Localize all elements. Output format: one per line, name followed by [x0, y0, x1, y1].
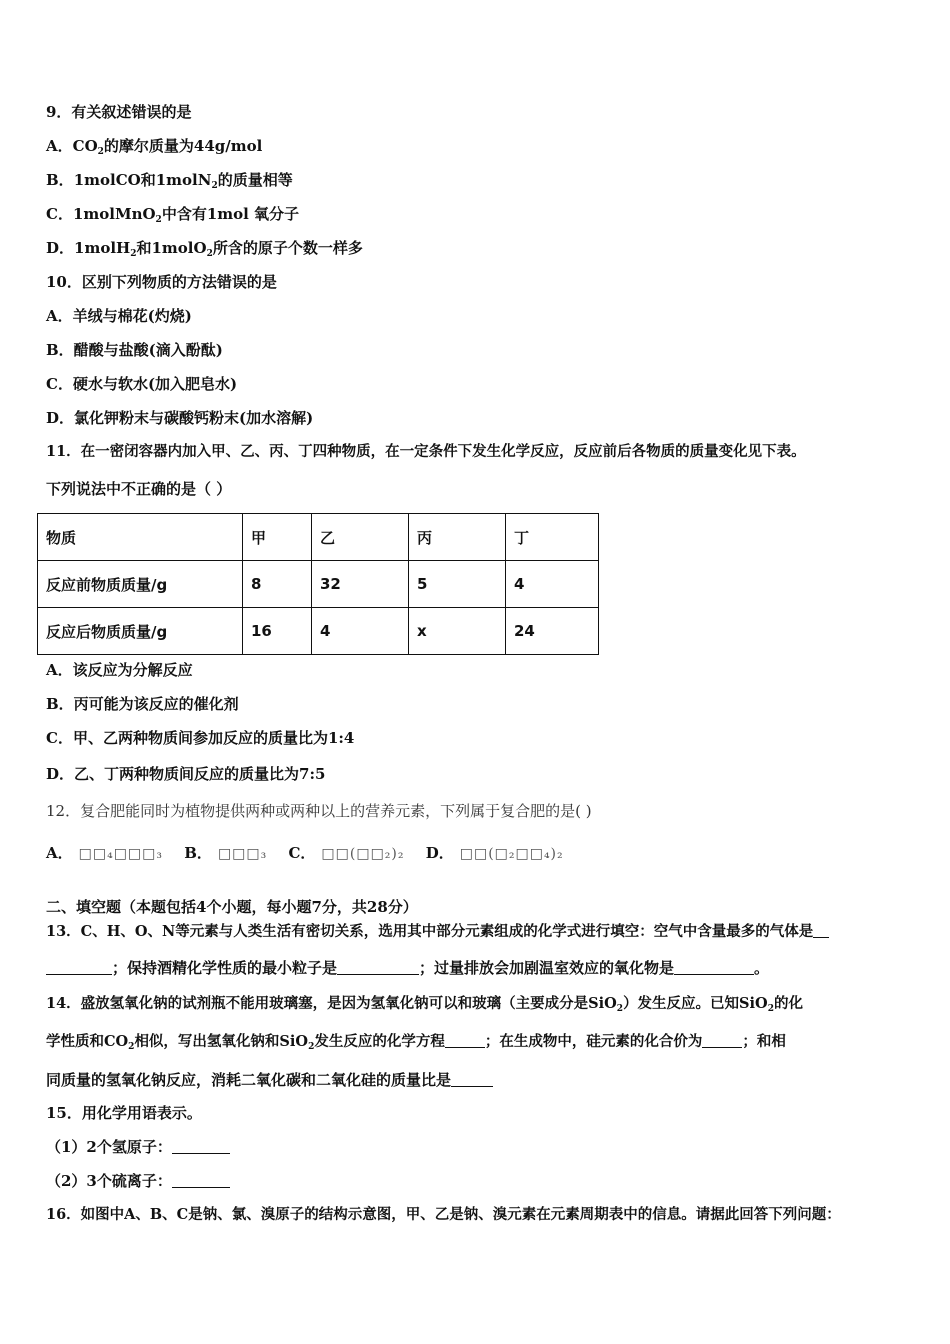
table-cell: 16 — [243, 608, 312, 655]
answer-blank[interactable] — [674, 960, 754, 975]
q14-line1: 14．盛放氢氧化钠的试剂瓶不能用玻璃塞，是因为氢氧化钠可以和玻璃（主要成分是SiO$_2$）发生反应。已知SiO$_2$的化 — [46, 995, 803, 1014]
table-cell: 4 — [312, 608, 409, 655]
q11-data-table — [37, 513, 599, 655]
table-cell: 8 — [243, 561, 312, 608]
q10-option-b: B．醋酸与盐酸(滴入酚酞) — [46, 341, 223, 359]
q9-option-d: D．1molH$_2$和1molO$_2$所含的原子个数一样多 — [46, 239, 363, 259]
table-cell: 反应后物质质量/g — [38, 608, 243, 655]
table-header-cell: 物质 — [38, 514, 243, 561]
table-cell: 5 — [409, 561, 506, 608]
q9-stem: 9．有关叙述错误的是 — [46, 103, 192, 121]
q11-option-d: D．乙、丁两种物质间反应的质量比为7:5 — [46, 765, 326, 783]
q13-line2: ；保持酒精化学性质的最小粒子是 ；过量排放会加剧温室效应的氧化物是 。 — [46, 958, 769, 978]
answer-blank[interactable] — [445, 1033, 485, 1048]
q11-stem-line1: 11．在一密闭容器内加入甲、乙、丙、丁四种物质，在一定条件下发生化学反应，反应前后各物质的质量变化见下表。 — [46, 443, 806, 460]
table-row — [38, 561, 599, 608]
q11-option-b: B．丙可能为该反应的催化剂 — [46, 695, 239, 713]
table-cell: x — [409, 608, 506, 655]
q10-option-d: D．氯化钾粉末与碳酸钙粉末(加水溶解) — [46, 409, 314, 427]
table-cell: 4 — [506, 561, 599, 608]
answer-blank[interactable] — [813, 923, 829, 938]
table-header-row — [38, 514, 599, 561]
q11-option-c: C．甲、乙两种物质间参加反应的质量比为1:4 — [46, 729, 355, 747]
q12-option-c-formula: □□(□□₂)₂ — [321, 846, 405, 862]
answer-blank[interactable] — [451, 1072, 493, 1087]
q10-option-a: A．羊绒与棉花(灼烧) — [46, 307, 192, 325]
q11-stem-line2: 下列说法中不正确的是（ ） — [46, 480, 232, 498]
table-row — [38, 608, 599, 655]
q12-options — [46, 842, 580, 863]
q15-part-2: （2）3个硫离子： — [46, 1171, 230, 1191]
table-header-cell: 乙 — [312, 514, 409, 561]
q10-stem: 10．区别下列物质的方法错误的是 — [46, 273, 277, 291]
q9-option-b: B．1molCO和1molN$_2$的质量相等 — [46, 171, 293, 191]
q11-option-a: A．该反应为分解反应 — [46, 661, 193, 679]
answer-blank[interactable] — [337, 960, 419, 975]
section2-heading: 二、填空题（本题包括4个小题，每小题7分，共28分） — [46, 898, 418, 916]
q16-stem: 16．如图中A、B、C是钠、氯、溴原子的结构示意图，甲、乙是钠、溴元素在元素周期表中的信息。请据此回答下列问题： — [46, 1206, 841, 1223]
q12-option-c-label: C． — [288, 844, 316, 862]
table-cell: 32 — [312, 561, 409, 608]
q9-option-a: A．$CO_2$的摩尔质量为44g/mol — [46, 137, 263, 157]
answer-blank[interactable] — [172, 1139, 230, 1154]
q15-stem: 15．用化学用语表示。 — [46, 1104, 202, 1122]
table-header-cell: 丁 — [506, 514, 599, 561]
table-cell: 反应前物质质量/g — [38, 561, 243, 608]
q9-option-c: C．1molMnO$_2$中含有1mol 氧分子 — [46, 205, 300, 225]
answer-blank[interactable] — [702, 1033, 742, 1048]
q13-line1: 13．C、H、O、N等元素与人类生活有密切关系，选用其中部分元素组成的化学式进行填空：空气中含量最多的气体是 — [46, 922, 829, 942]
q15-part-1: （1）2个氢原子： — [46, 1137, 230, 1157]
answer-blank[interactable] — [46, 960, 112, 975]
table-header-cell: 甲 — [243, 514, 312, 561]
table-header-cell: 丙 — [409, 514, 506, 561]
q12-option-a-formula: □□₄□□□₃ — [78, 846, 164, 862]
q10-option-c: C．硬水与软水(加入肥皂水) — [46, 375, 238, 393]
q12-stem: 12．复合肥能同时为植物提供两种或两种以上的营养元素，下列属于复合肥的是( ) — [46, 802, 592, 820]
q14-line3: 同质量的氢氧化钠反应，消耗二氧化碳和二氧化硅的质量比是 — [46, 1070, 493, 1090]
q12-option-d-formula: □□(□₂□□₄)₂ — [459, 846, 564, 862]
q14-line2: 学性质和$CO_2$相似，写出氢氧化钠和SiO$_2$发生反应的化学方程 ；在生成物中，硅元素的化合价为 ；和相 — [46, 1033, 786, 1052]
q12-option-b-formula: □□□₃ — [217, 846, 268, 862]
q12-option-d-label: D． — [425, 844, 454, 862]
table-cell: 24 — [506, 608, 599, 655]
q12-option-a-label: A． — [46, 844, 73, 862]
answer-blank[interactable] — [172, 1173, 230, 1188]
q12-option-b-label: B． — [184, 844, 212, 862]
